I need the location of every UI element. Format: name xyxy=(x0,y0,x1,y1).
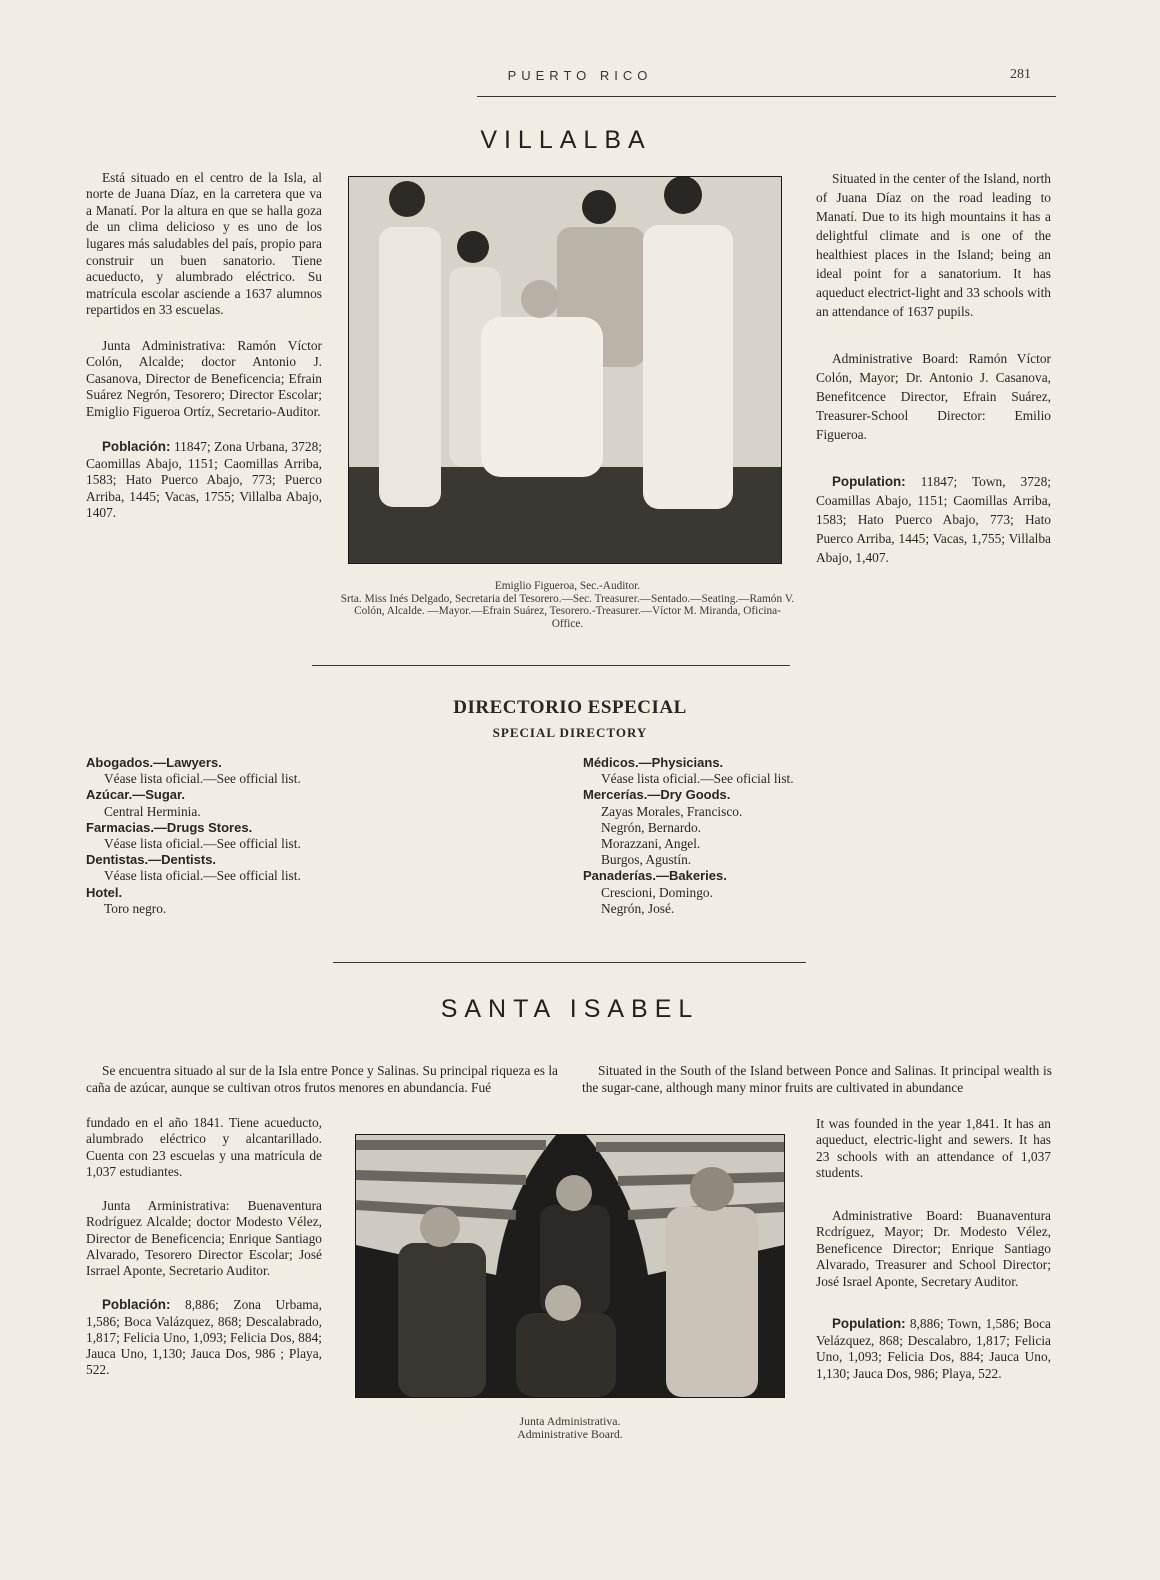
villalba-photo-image xyxy=(349,177,781,563)
villalba-es-population-text: 11847; Zona Urbana, 3728; Caomillas Abajo, 1151; Caomillas Arriba, 1583; Hato Puerco Abajo, 773; Puerco Arriba, 1445; Vacas, 1755; Villalba Abajo, 1407. xyxy=(86,439,322,521)
directory-title: DIRECTORIO ESPECIAL xyxy=(453,697,687,718)
directory-left-column xyxy=(86,755,506,917)
santa-isabel-english-column xyxy=(816,1099,1051,1408)
villalba-en-population-text: 11847; Town, 3728; Coamillas Abajo, 1151; Caomillas Arriba, 1583; Hato Puerco Abajo, 773; Hato Puerco Arriba, 1445; Vacas, 1,755; Villalba Abajo, 1,407. xyxy=(816,474,1051,565)
villalba-en-board: Administrative Board: Ramón Víctor Colón, Mayor; Dr. Antonio J. Casanova, Benefitcence Director, Efrain Suárez, Treasurer-School Director: Emilio Figueroa. xyxy=(816,351,1051,442)
directory-heading: Abogados.—Lawyers. xyxy=(86,755,222,770)
directory-entry: Negrón, José. xyxy=(601,900,675,916)
santa-isabel-es-intro: fundado en el año 1841. Tiene acueducto, alumbrado eléctrico y alcantarillado. Cuenta con 23 escuelas y una matrícula de 1,037 estudiantes. xyxy=(86,1115,322,1179)
villalba-es-population xyxy=(86,439,322,522)
villalba-en-population-label: Population: xyxy=(832,474,906,489)
santa-isabel-es-population xyxy=(86,1297,322,1378)
header-rule xyxy=(477,96,1056,97)
directory-entry: Véase lista oficial.—See official list. xyxy=(104,868,301,884)
santa-isabel-en-intro: It was founded in the year 1,841. It has an aqueduct, electric-light and sewers. It has 23 schools with an attendance of 1,037 students. xyxy=(816,1115,1051,1181)
directory-subtitle: SPECIAL DIRECTORY xyxy=(492,725,648,740)
santa-isabel-en-board: Administrative Board: Buanaventura Rcdríguez, Mayor; Dr. Modesto Vélez, Beneficence Director; Enrique Santiago Alvarado, Treasurer and School Director; José Israel Aponte, Secretary Auditor. xyxy=(816,1207,1051,1289)
villalba-es-board: Junta Administrativa: Ramón Víctor Colón, Alcalde; doctor Antonio J. Casanova, Director de Beneficencia; Efrain Suárez Negrón, Tesorero; Director Escolar; Emiglio Figueroa Ortíz, Secretario-Auditor. xyxy=(86,337,322,419)
directory-entry: Crescioni, Domingo. xyxy=(601,884,713,900)
directory-heading: Panaderías.—Bakeries. xyxy=(583,868,727,884)
villalba-rule xyxy=(312,665,790,666)
santa-isabel-es-board: Junta Arministrativa: Buenaventura Rodríguez Alcalde; doctor Modesto Vélez, Director de Beneficencia; Enrique Santiago Alvarado, Tesorero Director Escolar; José Isrrael Aponte, Secretario Auditor. xyxy=(86,1198,322,1279)
santa-isabel-spanish-column xyxy=(86,1099,322,1404)
directory-entry: Toro negro. xyxy=(104,900,167,916)
directory-heading: Hotel. xyxy=(86,884,123,900)
villalba-es-population-label: Población: xyxy=(102,439,171,455)
santa-isabel-photo xyxy=(355,1134,785,1398)
directory-entry: Véase lista oficial.—See official list. xyxy=(104,836,301,852)
santa-isabel-caption: Junta Administrativa. Administrative Board. xyxy=(517,1414,623,1441)
santa-isabel-photo-image xyxy=(356,1135,784,1397)
directory-entry: Central Herminia. xyxy=(104,803,201,819)
directory-entry: Véase lista oficial.—See oficial list. xyxy=(601,771,794,787)
villalba-photo xyxy=(348,176,782,564)
villalba-es-intro: Está situado en el centro de la Isla, al norte de Juana Díaz, en la carretera que va a Manatí. Por la altura en que se halla goza de un clima delicioso y es uno de los lugares más saludables del país, propio para construir un buen sanatorio. Tiene acueducto, y alumbrado eléctrico. Su matrícula escolar asciende a 1637 alumnos repartidos en 33 escuelas. xyxy=(86,169,322,318)
villalba-en-population xyxy=(816,472,1051,567)
villalba-title: VILLALBA xyxy=(480,126,652,154)
directory-heading: Azúcar.—Sugar. xyxy=(86,787,185,803)
directory-entry: Negrón, Bernardo. xyxy=(601,819,702,835)
santa-isabel-en-top: Situated in the South of the Island between Ponce and Salinas. It principal wealth is the sugar-cane, although many minor fruits are cultivated in abundance xyxy=(582,1063,1052,1095)
directory-heading: Mercerías.—Dry Goods. xyxy=(583,787,731,803)
directory-entry: Morazzani, Angel. xyxy=(601,836,701,852)
directory-rule xyxy=(333,962,806,963)
santa-isabel-es-population-text: 8,886; Zona Urbama, 1,586; Boca Valázquez, 868; Descalabrado, 1,817; Felicia Uno, 1,093; Felicia Dos, 884; Jauca Uno, 1,130; Jauca Dos, 986 ; Playa, 522. xyxy=(86,1297,322,1378)
directory-entry: Zayas Morales, Francisco. xyxy=(601,803,743,819)
directory-heading: Farmacias.—Drugs Stores. xyxy=(86,819,253,835)
page-number: 281 xyxy=(1010,67,1031,82)
villalba-spanish-column xyxy=(86,153,322,548)
villalba-english-column xyxy=(816,150,1051,595)
santa-isabel-en-population xyxy=(816,1316,1051,1382)
directory-heading: Médicos.—Physicians. xyxy=(583,755,724,770)
santa-isabel-es-top: Se encuentra situado al sur de la Isla entre Ponce y Salinas. Su principal riqueza es la caña de azúcar, aunque se cultivan otros frutos menores en abundancia. Fué xyxy=(86,1063,558,1095)
directory-entry: Véase lista oficial.—See official list. xyxy=(104,771,301,787)
santa-isabel-title: SANTA ISABEL xyxy=(440,995,700,1023)
santa-isabel-en-population-text: 8,886; Town, 1,586; Boca Velázquez, 868; Descalabro, 1,817; Felicia Uno, 1,093; Felicia Dos, 884; Jauca Uno, 1,130; Jauca Dos, 986; Playa, 522. xyxy=(816,1316,1051,1381)
villalba-caption: Emiglio Figueroa, Sec.-Auditor. Srta. Miss Inés Delgado, Secretaria del Tesorero.—Sec. Treasurer.—Sentado.—Seating.—Ramón V. Colón, Alcalde. —Mayor.—Efrain Suárez, Tesorero.-Treasurer.—Víctor M. Miranda, Oficina-Office. xyxy=(340,580,795,630)
villalba-en-intro: Situated in the center of the Island, north of Juana Díaz on the road leading to Manatí. Due to its high mountains it has a delightful climate and is one of the healthiest places in the Island; being an ideal point for a sanatorium. It has aqueduct electrict-light and 33 schools with an attendance of 1637 pupils. xyxy=(816,171,1051,319)
directory-heading: Dentistas.—Dentists. xyxy=(86,852,217,868)
directory-entry: Burgos, Agustín. xyxy=(601,852,692,868)
santa-isabel-en-population-label: Population: xyxy=(832,1316,906,1332)
santa-isabel-es-population-label: Población: xyxy=(102,1297,171,1313)
running-head: PUERTO RICO xyxy=(507,68,653,83)
directory-right-column xyxy=(583,755,1003,917)
